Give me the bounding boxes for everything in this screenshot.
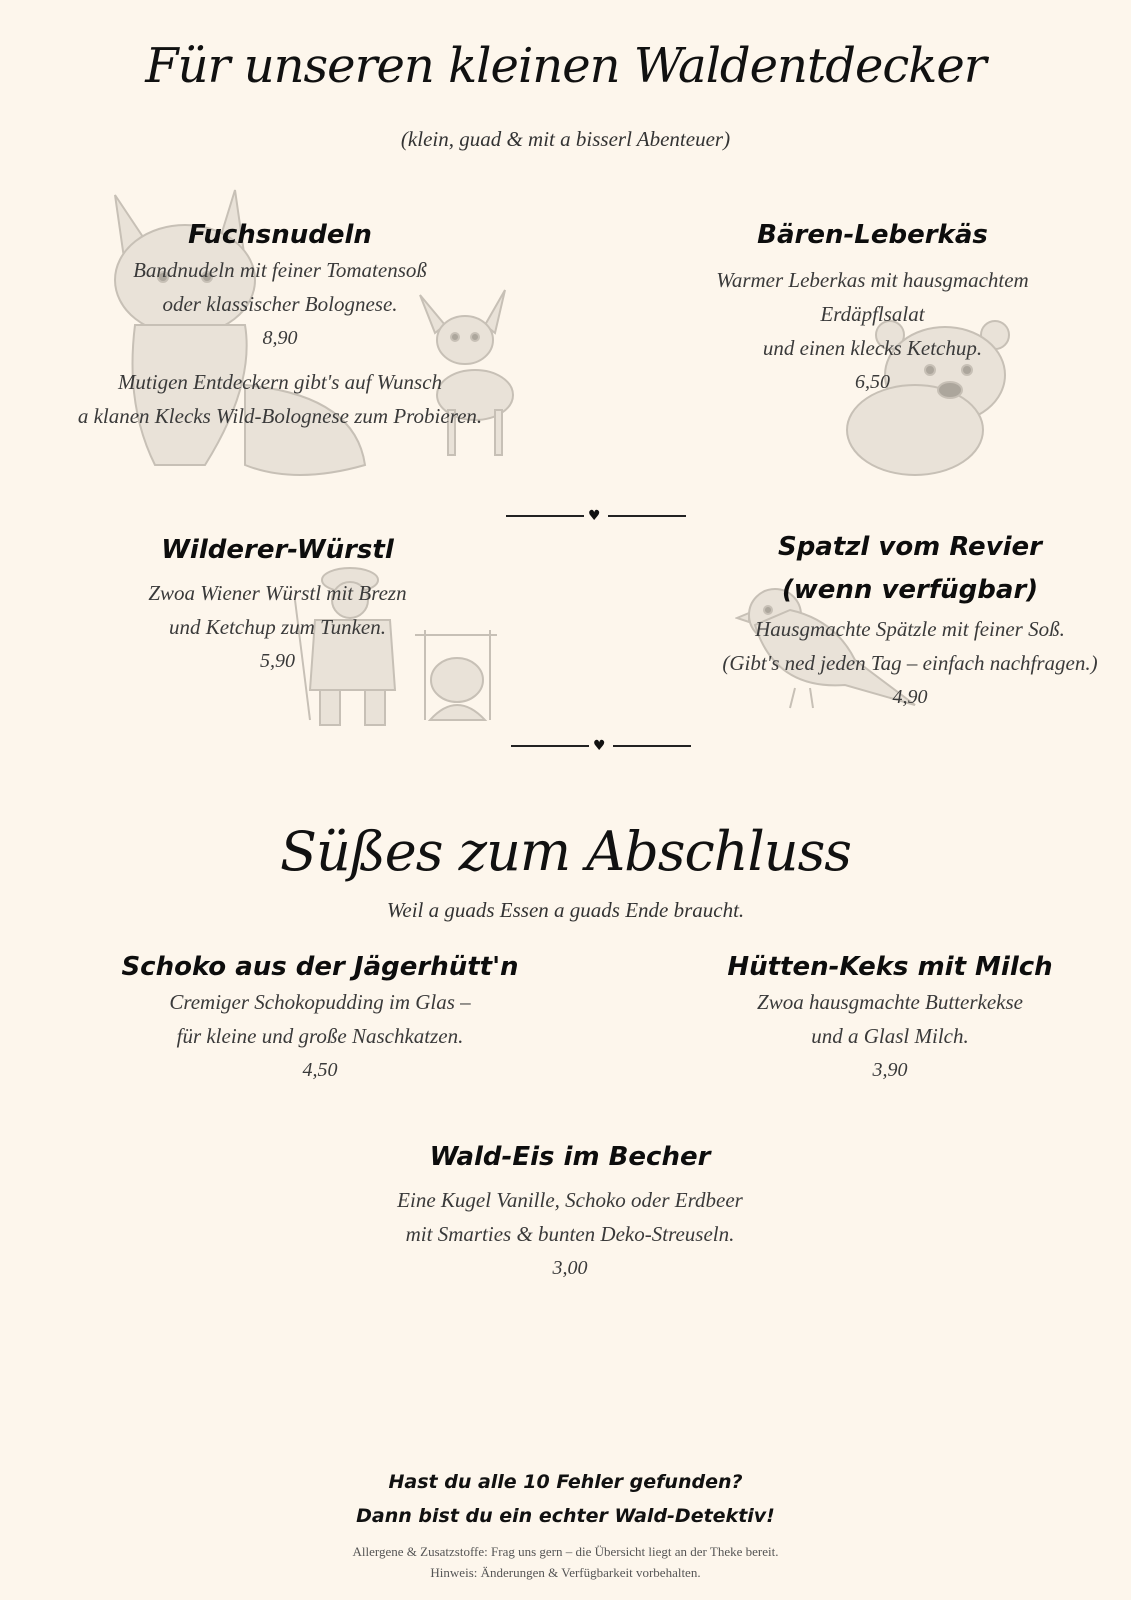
menu-item-wald-eis <box>355 1140 785 1285</box>
availability-hint: Hinweis: Änderungen & Verfügbarkeit vorbehalten. <box>430 1565 701 1580</box>
menu-item-baeren-leberkaes <box>650 218 1095 399</box>
menu-item-fuchsnudeln <box>40 218 520 433</box>
dessert-section-title: Süßes zum Abschluss <box>279 820 852 883</box>
item-description: und Ketchup zum Tunken. <box>169 615 386 640</box>
item-price: 6,50 <box>855 371 890 394</box>
item-price: 8,90 <box>262 327 298 350</box>
item-description: Eine Kugel Vanille, Schoko oder Erdbeer <box>397 1188 743 1213</box>
heart-icon: ♥ <box>593 738 606 754</box>
kids-section-subtitle: (klein, guad & mit a bisserl Abenteuer) <box>400 127 731 151</box>
dessert-section-subtitle: Weil a guads Essen a guads Ende braucht. <box>386 898 745 922</box>
item-description: Bandnudeln mit feiner Tomatensoß <box>133 258 427 283</box>
kids-section-title: Für unseren kleinen Waldentdecker <box>145 38 986 94</box>
item-note: Mutigen Entdeckern gibt's auf Wunsch <box>117 370 443 395</box>
item-title: Wilderer-Würstl <box>161 535 394 565</box>
menu-item-huetten-keks <box>700 950 1080 1087</box>
footer-call-to-action: Dann bist du ein echter Wald-Detektiv! <box>356 1505 775 1527</box>
item-note: a klanen Klecks Wild-Bolognese zum Probieren. <box>77 404 483 429</box>
item-description: (Gibt's ned jeden Tag – einfach nachfragen.) <box>722 651 1098 676</box>
item-title: Fuchsnudeln <box>188 220 372 250</box>
item-price: 4,50 <box>302 1059 338 1082</box>
item-title: Wald-Eis im Becher <box>429 1142 711 1172</box>
heart-icon: ♥ <box>588 508 601 524</box>
item-description: Zwoa hausgmachte Butterkekse <box>757 990 1023 1015</box>
item-description: Warmer Leberkas mit hausgmachtem <box>716 268 1029 293</box>
item-title: Bären-Leberkäs <box>757 220 988 250</box>
item-description: für kleine und große Naschkatzen. <box>176 1024 464 1049</box>
item-price: 3,90 <box>872 1059 908 1082</box>
item-description: und a Glasl Milch. <box>811 1024 969 1049</box>
item-title: Hütten-Keks mit Milch <box>727 952 1053 982</box>
section-divider <box>511 738 691 754</box>
item-description: Hausgmachte Spätzle mit feiner Soß. <box>755 617 1065 642</box>
item-title: Schoko aus der Jägerhütt'n <box>121 952 519 982</box>
menu-item-schoko-jaegerhuett <box>110 950 530 1087</box>
menu-item-spatzl-vom-revier <box>700 530 1120 714</box>
section-divider <box>506 508 686 524</box>
footer-call-to-action: Hast du alle 10 Fehler gefunden? <box>388 1471 743 1493</box>
item-description: Cremiger Schokopudding im Glas – <box>169 990 471 1015</box>
item-description: Erdäpflsalat <box>820 302 925 327</box>
item-description: oder klassischer Bolognese. <box>162 292 398 317</box>
item-price: 5,90 <box>260 650 295 673</box>
item-title-availability: (wenn verfügbar) <box>781 575 1039 606</box>
item-description: und einen klecks Ketchup. <box>762 336 983 361</box>
allergen-info: Allergene & Zusatzstoffe: Frag uns gern – die Übersicht liegt an der Theke bereit. <box>352 1544 779 1559</box>
item-price: 4,90 <box>892 686 928 709</box>
menu-item-wilderer-wuerstl <box>100 533 455 678</box>
item-price: 3,00 <box>552 1257 588 1280</box>
item-description: mit Smarties & bunten Deko-Streuseln. <box>405 1222 735 1247</box>
item-title: Spatzl vom Revier <box>777 532 1043 562</box>
item-description: Zwoa Wiener Würstl mit Brezn <box>148 581 407 606</box>
